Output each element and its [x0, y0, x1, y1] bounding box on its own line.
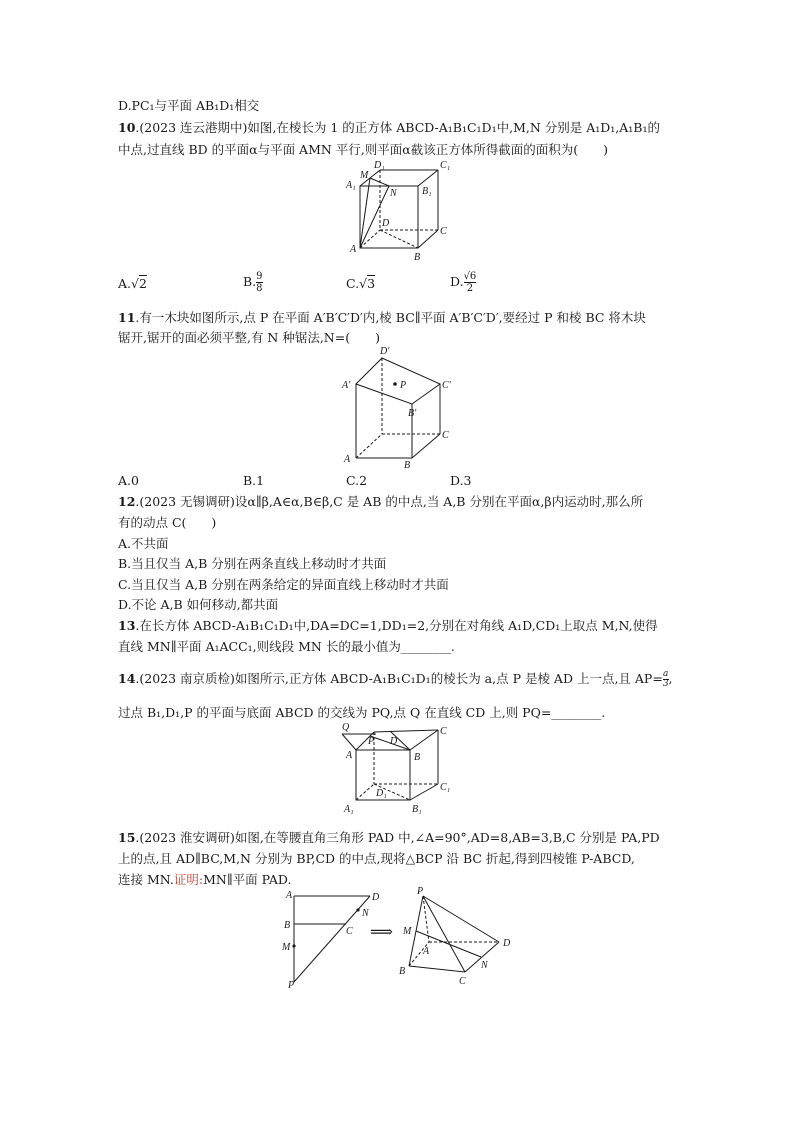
q13-text-line1 — [118, 618, 658, 634]
q14-label-c1: C₁ — [440, 782, 451, 793]
q11-stem-1: .有一木块如图所示,点 P 在平面 A′B′C′D′内,棱 BC∥平面 A′B′C′D′,要经过 P 和棱 BC 将木块 — [135, 310, 646, 325]
q10-number: 10 — [118, 120, 136, 135]
q10-label-d1: D₁ — [374, 160, 385, 171]
q12-option-a: A.不共面 — [118, 536, 169, 551]
q14-label-b1: B₁ — [412, 804, 422, 815]
q10-text-line1 — [118, 120, 660, 136]
q9-option-d: D.PC₁与平面 AB₁D₁相交 — [118, 98, 260, 113]
q10-stem-1: .(2023 连云港期中)如图,在棱长为 1 的正方体 ABCD-A₁B₁C₁D₁中,M,N 分别是 A₁D₁,A₁B₁的 — [135, 120, 661, 135]
q14-label-p: P — [368, 736, 375, 747]
q15-left-label-p: P — [288, 980, 295, 991]
q14-label-b: B — [414, 752, 421, 763]
q14-number: 14 — [118, 671, 136, 686]
q10-option-d: D. $\frac{√6}{2}$ — [450, 271, 477, 294]
q10-label-n: N — [390, 188, 397, 199]
q13-text-line2: 直线 MN∥平面 A₁ACC₁,则线段 MN 长的最小值为________. — [118, 639, 455, 654]
q11-label-b: B — [404, 460, 411, 471]
q11-label-a1: A′ — [342, 380, 351, 391]
q15-arrow: ⟹ — [370, 922, 393, 941]
q14-frac-den: 3 — [662, 679, 669, 689]
q15-left-label-b: B — [284, 920, 291, 931]
q15-left-label-d: D — [372, 892, 380, 903]
q15-right-label-d: D — [503, 938, 511, 949]
q15-left-label-a: A — [286, 890, 293, 901]
q10-label-a1: A₁ — [346, 180, 356, 191]
q10-label-c: C — [440, 226, 447, 237]
q15-proof-label: 证明: — [173, 872, 204, 887]
q11-label-c1: C′ — [442, 380, 451, 391]
q15-number: 15 — [118, 830, 136, 845]
q12-text-line1 — [118, 494, 643, 510]
q15-left-label-m: M — [282, 942, 291, 953]
q11-text-line1 — [118, 310, 646, 326]
q12-option-b: B.当且仅当 A,B 分别在两条直线上移动时才共面 — [118, 556, 387, 571]
q11-text-line2: 锯开,锯开的面必须平整,有 N 种锯法,N=( ) — [118, 330, 380, 345]
q11-label-a: A — [344, 454, 351, 465]
q10-cube-figure — [340, 158, 460, 266]
q12-option-d: D.不论 A,B 如何移动,都共面 — [118, 597, 279, 612]
q14-text-line1 — [118, 670, 673, 689]
q10-label-m: M — [360, 170, 369, 181]
q14-label-d: D — [390, 736, 398, 747]
q11-label-b1: B′ — [408, 408, 417, 419]
q11-label-c: C — [442, 430, 449, 441]
q10-label-c1: C₁ — [440, 160, 451, 171]
q15-triangle-figure — [280, 888, 380, 994]
q10-label-d: D — [382, 218, 390, 229]
q11-option-d: D.3 — [450, 473, 472, 488]
q10-option-c: C.√3 — [346, 276, 376, 291]
q14-cube-figure — [330, 720, 460, 818]
q10-label-b: B — [414, 252, 421, 263]
q15-stem-1: .(2023 淮安调研)如图,在等腰直角三角形 PAD 中,∠A=90°,AD=8,AB=3,B,C 分别是 PA,PD — [135, 830, 660, 845]
q14-label-c: C — [440, 726, 447, 737]
q12-text-line2: 有的动点 C( ) — [118, 515, 217, 530]
q13-stem-1: .在长方体 ABCD-A₁B₁C₁D₁中,DA=DC=1,DD₁=2,分别在对角线 A₁D,CD₁上取点 M,N,使得 — [135, 618, 658, 633]
q15-stem-3b: MN∥平面 PAD. — [203, 872, 292, 887]
q15-text-line3 — [118, 872, 291, 888]
q14-label-a1: A₁ — [344, 804, 354, 815]
q15-left-label-c: C — [346, 926, 353, 937]
q14-text-line2: 过点 B₁,D₁,P 的平面与底面 ABCD 的交线为 PQ,点 Q 在直线 CD 上,则 PQ=________. — [118, 705, 606, 720]
q11-label-p: P — [400, 380, 407, 391]
q14-comma: , — [668, 671, 673, 686]
q15-right-label-b: B — [399, 966, 406, 977]
q10-option-a: A.√2 — [118, 276, 147, 291]
q15-right-label-p: P — [417, 886, 424, 897]
q14-label-d1: D₁ — [376, 788, 387, 799]
q14-label-q: Q — [342, 722, 350, 733]
q15-left-label-n: N — [362, 908, 369, 919]
q11-option-b: B.1 — [243, 473, 265, 488]
q10-label-a: A — [350, 244, 357, 255]
q15-right-label-a: A — [423, 946, 430, 957]
q14-frac-num: a — [662, 669, 669, 679]
q11-option-a: A.0 — [118, 473, 139, 488]
q15-text-line1 — [118, 830, 660, 846]
q12-number: 12 — [118, 494, 136, 509]
q15-pyramid-figure — [395, 888, 520, 988]
q12-stem-1: .(2023 无锡调研)设α∥β,A∈α,B∈β,C 是 AB 的中点,当 A,B 分别在平面α,β内运动时,那么所 — [135, 494, 644, 509]
q15-stem-3a: 连接 MN. — [118, 872, 174, 887]
q11-option-c: C.2 — [346, 473, 368, 488]
q13-number: 13 — [118, 618, 136, 633]
q15-right-label-m: M — [403, 926, 412, 937]
q10-option-b: B. $\frac{9}{8}$ — [243, 271, 263, 294]
q15-right-label-n: N — [481, 960, 488, 971]
q12-option-c: C.当且仅当 A,B 分别在两条给定的异面直线上移动时才共面 — [118, 577, 449, 592]
q11-block-figure — [340, 346, 460, 470]
q15-text-line2: 上的点,且 AD∥BC,M,N 分别为 BP,CD 的中点,现将△BCP 沿 BC 折起,得到四棱锥 P-ABCD, — [118, 851, 635, 866]
q11-label-d1: D′ — [380, 346, 390, 357]
q15-right-label-c: C — [459, 976, 466, 987]
q10-label-b1: B₁ — [422, 186, 432, 197]
q14-label-a: A — [346, 750, 353, 761]
q14-stem-1: .(2023 南京质检)如图所示,正方体 ABCD-A₁B₁C₁D₁的棱长为 a,点 P 是棱 AD 上一点,且 AP= — [135, 671, 663, 686]
q10-text-line2: 中点,过直线 BD 的平面α与平面 AMN 平行,则平面α截该正方体所得截面的面积为( ) — [118, 142, 608, 157]
q11-number: 11 — [118, 310, 136, 325]
